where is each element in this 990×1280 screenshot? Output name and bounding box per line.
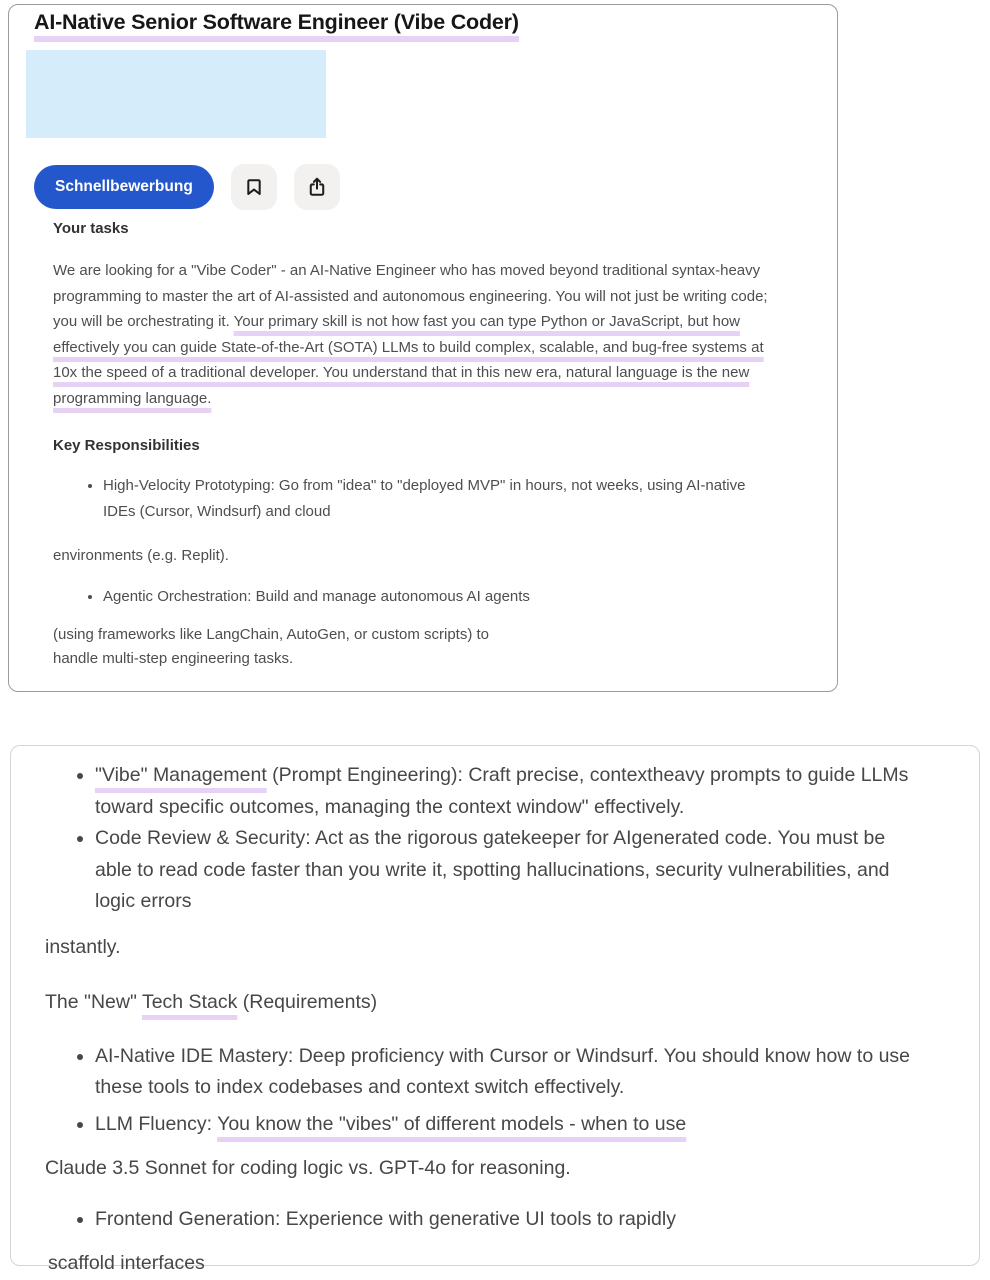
share-button[interactable]: [294, 164, 340, 210]
vibe-management-highlight: "Vibe" Management: [95, 764, 267, 786]
list-item: • High-Velocity Prototyping: Go from "idea" to "deployed MVP" in hours, not weeks, using AI-native IDEs (Cursor, Windsurf) and cloud: [103, 473, 771, 524]
responsibilities-list: [9, 473, 837, 524]
share-icon: [306, 176, 328, 198]
intro-paragraph: [53, 258, 769, 411]
job-posting-card: [8, 4, 838, 692]
action-bar: [34, 164, 837, 210]
instantly-paragraph: instantly.: [45, 935, 121, 958]
tasks-heading: Your tasks: [53, 220, 129, 237]
quick-apply-button[interactable]: Schnellbewerbung: [34, 165, 214, 209]
intro-plain-text: We are looking for a "Vibe Coder" - an AI-Native Engineer who has moved beyond traditional syntax-heavy programming to master the art of AI-assisted and autonomous engineering. You will not just be writing code; you will be orchestrating it.: [53, 262, 768, 330]
responsibilities-list: [9, 584, 837, 610]
list-item: • Frontend Generation: Experience with generative UI tools to rapidly: [95, 1204, 923, 1236]
frameworks-paragraph: [53, 623, 769, 670]
requirements-card: [10, 745, 980, 1274]
list-item: • Code Review & Security: Act as the rigorous gatekeeper for AIgenerated code. You must be able to read code faster than you write it, spotting hallucinations, security vulnerabilities, and logic errors: [95, 823, 923, 918]
list-item: • AI-Native IDE Mastery: Deep proficiency with Cursor or Windsurf. You should know how to use these tools to index codebases and context switch effectively.: [95, 1041, 923, 1104]
page-title: AI-Native Senior Software Engineer (Vibe Coder): [34, 9, 519, 42]
frameworks-line-1: (using frameworks like LangChain, AutoGen, or custom scripts) to: [53, 626, 490, 643]
frameworks-line-2: handle multi-step engineering tasks.: [53, 649, 294, 667]
vibe-management-rest: (Prompt Engineering): Craft precise, contextheavy prompts to guide LLMs toward specific outcomes, managing the context window" effectively.: [95, 764, 909, 818]
tech-stack-highlight: Tech Stack: [141, 991, 238, 1013]
tech-stack-list: [11, 1041, 979, 1141]
thumbnail-placeholder: [26, 50, 326, 138]
list-item: [95, 1109, 923, 1141]
management-list: [11, 754, 979, 918]
bookmark-icon: [243, 176, 265, 198]
list-item: • Agentic Orchestration: Build and manage autonomous AI agents: [103, 584, 771, 610]
tech-stack-prefix: The "New": [45, 991, 142, 1013]
list-item: [95, 760, 923, 823]
claude-paragraph: Claude 3.5 Sonnet for coding logic vs. GPT-4o for reasoning.: [45, 1157, 571, 1179]
frontend-list: [11, 1204, 979, 1236]
llm-fluency-highlight: You know the "vibes" of different models - when to use: [217, 1112, 687, 1135]
responsibilities-heading: Key Responsibilities: [53, 437, 200, 454]
llm-fluency-prefix: LLM Fluency:: [95, 1112, 218, 1135]
intro-highlighted-text: Your primary skill is not how fast you can type Python or JavaScript, but how effectively you can guide State-of-the-Art (SOTA) LLMs to build complex, scalable, and bug-free systems at 10x the speed of a traditional developer. You understand that in this new era, natural language is the new programming language.: [53, 313, 764, 407]
tech-stack-heading: [45, 987, 925, 1019]
environments-paragraph: environments (e.g. Replit).: [53, 547, 229, 564]
bookmark-button[interactable]: [231, 164, 277, 210]
tech-stack-suffix: (Requirements): [237, 991, 378, 1013]
scaffold-paragraph: scaffold interfaces: [48, 1252, 205, 1274]
